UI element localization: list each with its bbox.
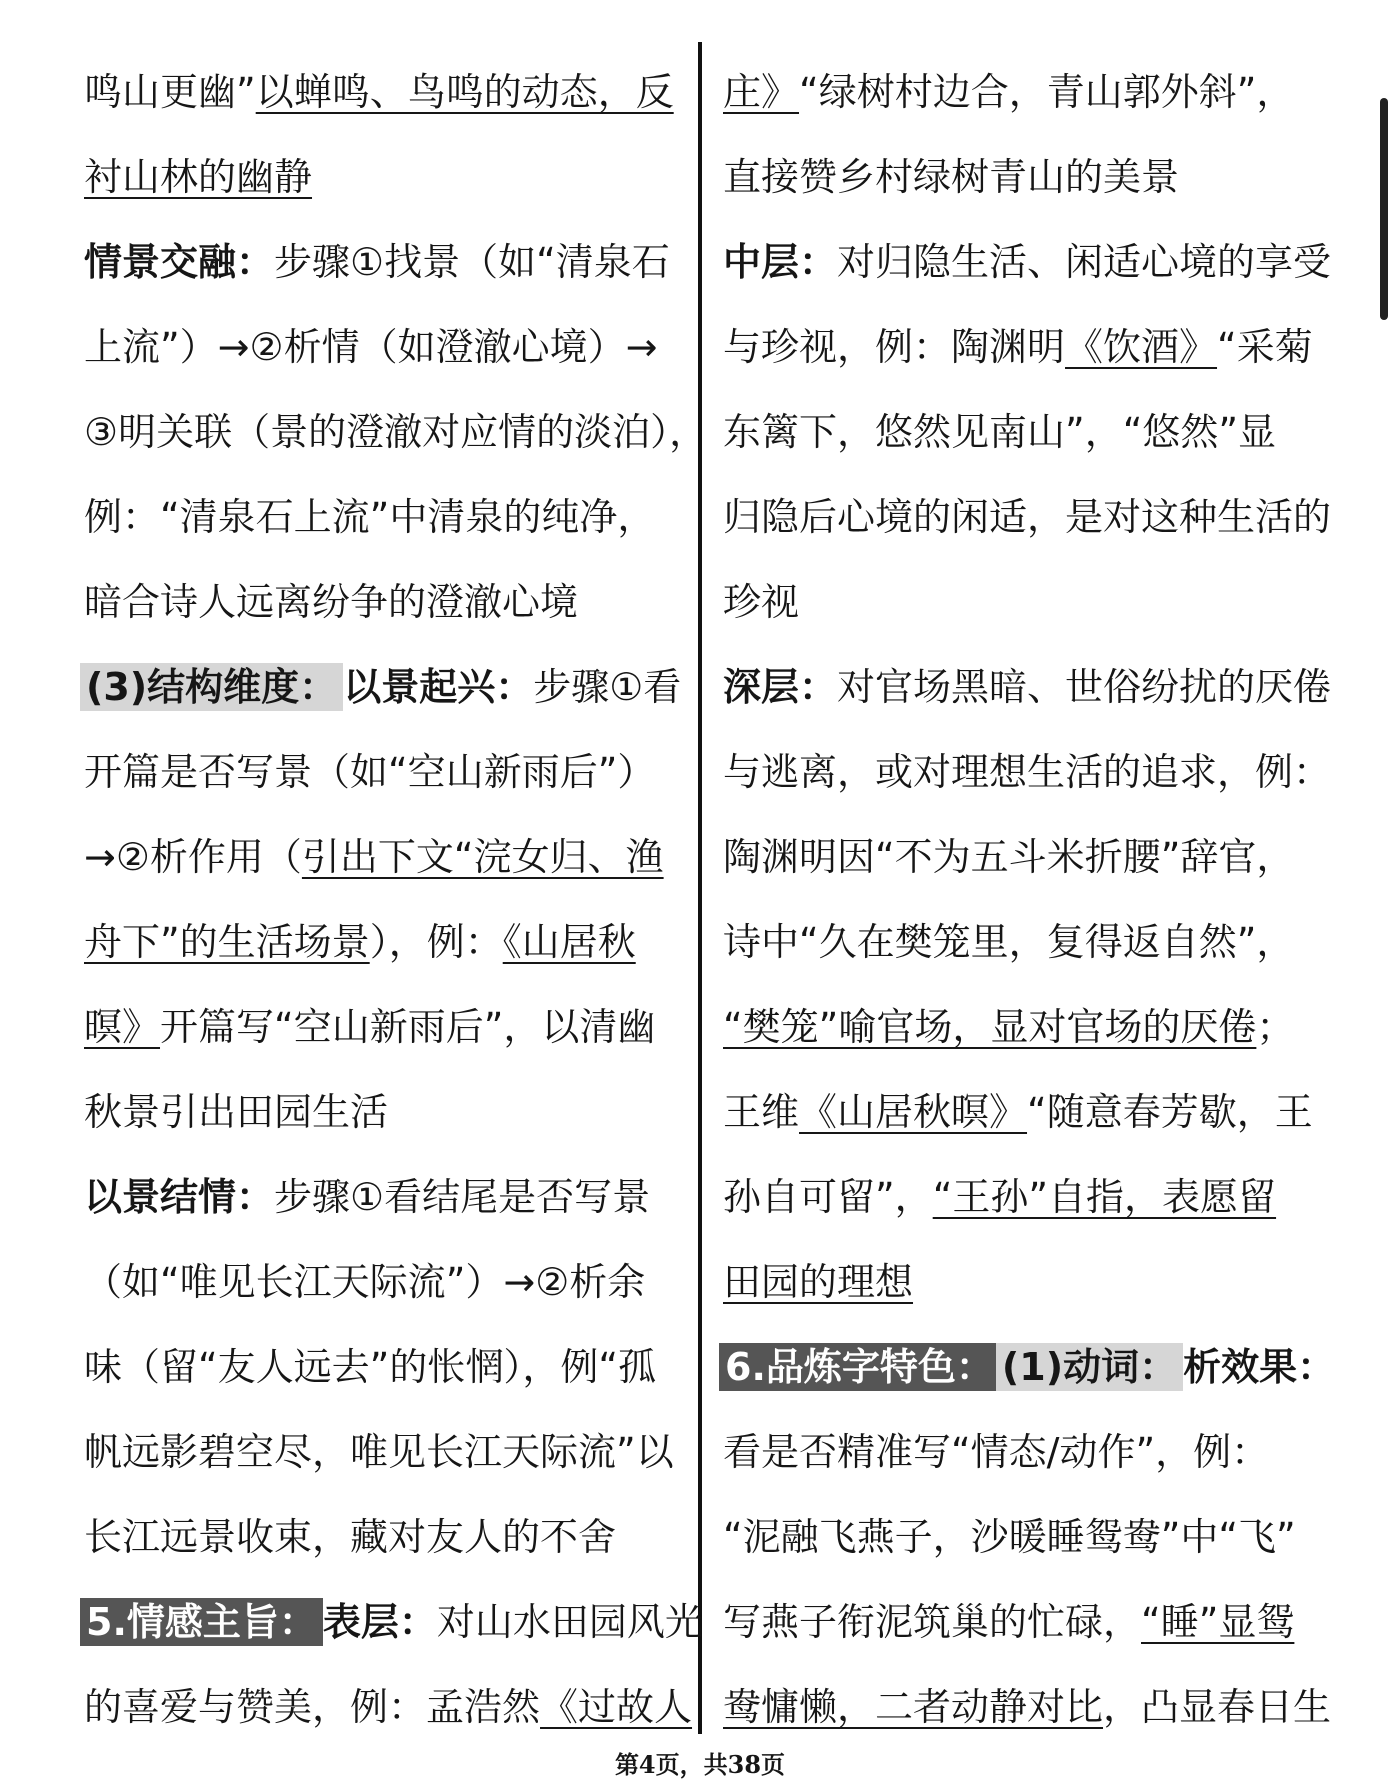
text-line	[723, 1070, 1333, 1155]
underlined-text: “王孙”自指，表愿留	[932, 1175, 1277, 1219]
text-line	[723, 1325, 1336, 1410]
text-span: 暗合诗人远离纷争的澄澈心境	[84, 580, 579, 624]
text-line	[84, 475, 684, 560]
text-span: 陶渊明因“不为五斗米折腰”辞官，	[723, 835, 1295, 879]
text-span: 直接赞乡村绿树青山的美景	[723, 155, 1180, 199]
underlined-text: 庄》	[723, 70, 800, 114]
underlined-text: 以蝉鸣、鸟鸣的动态，反	[255, 70, 674, 114]
text-span: 诗中“久在樊笼里，复得返自然”，	[723, 920, 1295, 964]
text-span: 步骤①找景（如“清泉石	[274, 240, 670, 284]
text-line	[723, 305, 1333, 390]
text-span: ；	[1256, 1005, 1295, 1049]
text-line	[84, 815, 684, 900]
text-line	[723, 390, 1333, 475]
text-line	[84, 645, 684, 730]
text-span: 步骤①看结尾是否写景	[274, 1175, 651, 1219]
text-span: “绿树村边合，青山郭外斜”，	[799, 70, 1295, 114]
text-span: 归隐后心境的闲适，是对这种生活的	[723, 495, 1332, 539]
text-line	[84, 900, 684, 985]
underlined-text: 暝》	[84, 1005, 161, 1049]
text-line	[84, 390, 708, 475]
text-line	[723, 220, 1333, 305]
text-span: ③明关联（景的澄澈对应情的淡泊），	[84, 410, 708, 454]
text-line	[723, 900, 1333, 985]
right-column	[723, 50, 1336, 1750]
text-span: 对归隐生活、闲适心境的享受	[837, 240, 1332, 284]
bold-heading: 情景交融：	[84, 240, 275, 284]
bold-heading: 表层：	[322, 1600, 437, 1644]
text-line	[84, 1070, 684, 1155]
text-line	[84, 985, 684, 1070]
text-span: 步骤①看	[533, 665, 682, 709]
highlight-heading: (3)结构维度：	[80, 663, 343, 711]
text-line	[84, 730, 684, 815]
text-span: 东篱下，悠然见南山”，“悠然”显	[723, 410, 1277, 454]
text-span: 王维	[723, 1090, 800, 1134]
text-line	[84, 220, 684, 305]
text-line	[723, 730, 1333, 815]
underlined-text: 舟下”的生活场景	[84, 920, 370, 964]
text-span: →②析作用（	[84, 835, 302, 879]
column-divider	[698, 42, 702, 1734]
underlined-text: “樊笼”喻官场，显对官场的厌倦	[723, 1005, 1257, 1049]
text-span: 上流”）→②析情（如澄澈心境）→	[84, 325, 658, 369]
text-line	[84, 1665, 693, 1750]
text-line	[723, 1580, 1333, 1665]
text-line	[84, 50, 684, 135]
text-span: “泥融飞燕子，沙暖睡鸳鸯”中“飞”	[723, 1515, 1296, 1559]
scrollbar-thumb[interactable]	[1380, 98, 1388, 320]
underlined-text: 田园的理想	[723, 1260, 914, 1304]
text-span: （如“唯见长江天际流”）→②析余	[84, 1260, 646, 1304]
text-line	[723, 1495, 1333, 1580]
text-span: 秋景引出田园生活	[84, 1090, 389, 1134]
text-line	[723, 50, 1333, 135]
text-line	[723, 815, 1333, 900]
text-line	[84, 1410, 684, 1495]
text-span: 对山水田园风光	[436, 1600, 703, 1644]
bold-heading: 深层：	[723, 665, 838, 709]
text-span: 对官场黑暗、世俗纷扰的厌倦	[837, 665, 1332, 709]
text-line	[84, 1155, 684, 1240]
text-span: 与珍视，例：陶渊明	[723, 325, 1066, 369]
underlined-text: 《山居秋暝》	[799, 1090, 1028, 1134]
text-span: ，凸显春日生	[1103, 1685, 1332, 1729]
text-span: 与逃离，或对理想生活的追求，例：	[723, 750, 1332, 794]
page-number-footer: 第4页，共38页	[614, 1750, 786, 1779]
text-line	[84, 1240, 684, 1325]
left-column	[84, 50, 708, 1750]
section-heading: 5.情感主旨：	[80, 1598, 323, 1646]
text-line	[723, 985, 1333, 1070]
text-span: 珍视	[723, 580, 800, 624]
highlight-heading: (1)动词：	[996, 1343, 1183, 1391]
underlined-text: 《山居秋	[502, 920, 636, 964]
text-line	[84, 1580, 703, 1665]
underlined-text: 鸯慵懒，二者动静对比	[723, 1685, 1104, 1729]
underlined-text: 《饮酒》	[1065, 325, 1218, 369]
underlined-text: “睡”显鸳	[1141, 1600, 1295, 1644]
underlined-text: 《过故人	[540, 1685, 693, 1729]
text-span: ），例：	[369, 920, 503, 964]
text-span: 开篇写“空山新雨后”，以清幽	[160, 1005, 656, 1049]
text-line	[723, 135, 1333, 220]
text-line	[723, 1240, 1333, 1325]
text-span: 的喜爱与赞美，例：孟浩然	[84, 1685, 541, 1729]
text-line	[723, 560, 1333, 645]
text-line	[723, 475, 1333, 560]
bold-heading: 析效果：	[1183, 1345, 1336, 1389]
text-span: 写燕子衔泥筑巢的忙碌，	[723, 1600, 1142, 1644]
text-span: “随意春芳歇，王	[1027, 1090, 1313, 1134]
text-span: 味（留“友人远去”的怅惘），例“孤	[84, 1345, 657, 1389]
bold-heading: 中层：	[723, 240, 838, 284]
text-line	[723, 1410, 1333, 1495]
underlined-text: 衬山林的幽静	[84, 155, 313, 199]
text-span: 看是否精准写“情态/动作”，例：	[723, 1430, 1270, 1474]
text-span: 例：“清泉石上流”中清泉的纯净，	[84, 495, 656, 539]
text-line	[723, 645, 1333, 730]
text-span: “采菊	[1217, 325, 1313, 369]
bold-heading: 以景结情：	[84, 1175, 275, 1219]
underlined-text: 引出下文“浣女归、渔	[301, 835, 664, 879]
bold-heading: 以景起兴：	[343, 665, 534, 709]
text-span: 帆远影碧空尽，唯见长江天际流”以	[84, 1430, 674, 1474]
text-line	[84, 135, 684, 220]
text-line	[84, 1325, 684, 1410]
text-span: 鸣山更幽”	[84, 70, 256, 114]
text-line	[723, 1665, 1333, 1750]
text-line	[84, 1495, 684, 1580]
section-heading: 6.品炼字特色：	[719, 1343, 1000, 1391]
text-span: 孙自可留”，	[723, 1175, 933, 1219]
text-span: 开篇是否写景（如“空山新雨后”）	[84, 750, 656, 794]
text-line	[723, 1155, 1333, 1240]
text-line	[84, 560, 684, 645]
text-span: 长江远景收束，藏对友人的不舍	[84, 1515, 617, 1559]
text-line	[84, 305, 684, 390]
